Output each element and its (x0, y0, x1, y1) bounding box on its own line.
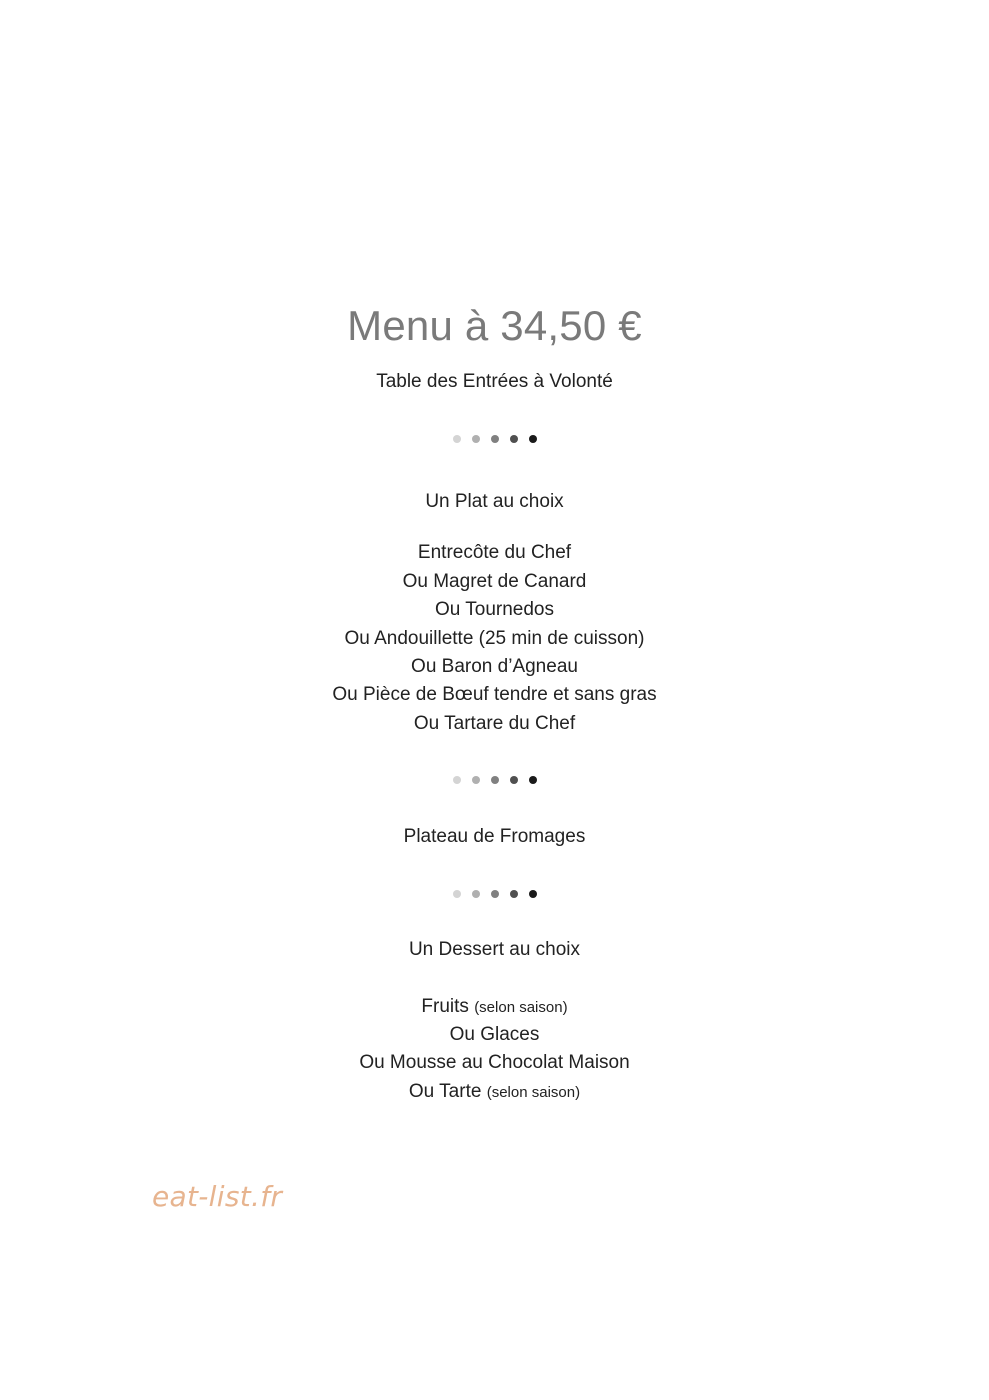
divider-dots-3 (0, 890, 989, 898)
divider-dot (453, 776, 461, 784)
dessert-item-name: Ou Tarte (408, 1081, 482, 1102)
dessert-item-note: (selon saison) (474, 999, 568, 1016)
divider-dot (510, 890, 518, 898)
divider-dots-2 (0, 776, 989, 784)
divider-dot (529, 435, 537, 443)
dessert-heading: Un Dessert au choix (408, 939, 581, 960)
starter-line: Table des Entrées à Volonté (376, 371, 613, 392)
menu-title: Menu à 34,50 € (347, 302, 642, 349)
divider-dots-1 (0, 435, 989, 443)
dessert-item-name: Fruits (421, 996, 469, 1017)
main-course-item: Ou Magret de Canard (402, 571, 587, 592)
dessert-item-name: Ou Mousse au Chocolat Maison (359, 1052, 630, 1073)
watermark-text: eat-list.fr (152, 1180, 283, 1213)
main-course-item: Entrecôte du Chef (417, 542, 572, 563)
dessert-item-name: Ou Glaces (449, 1024, 540, 1045)
dessert-item (0, 1081, 989, 1103)
divider-dot (529, 890, 537, 898)
divider-dot (529, 776, 537, 784)
divider-dot (510, 776, 518, 784)
dessert-item-note: (selon saison) (486, 1084, 581, 1101)
divider-dot (453, 435, 461, 443)
divider-dot (491, 435, 499, 443)
dessert-item (0, 1024, 989, 1046)
divider-dot (472, 435, 480, 443)
main-course-item: Ou Tartare du Chef (413, 713, 576, 734)
main-course-item: Ou Tournedos (434, 599, 554, 620)
divider-dot (453, 890, 461, 898)
dessert-item (0, 996, 989, 1018)
divider-dot (510, 435, 518, 443)
divider-dot (491, 776, 499, 784)
main-course-item: Ou Baron d’Agneau (411, 656, 578, 677)
main-course-item: Ou Pièce de Bœuf tendre et sans gras (332, 684, 657, 705)
main-course-heading: Un Plat au choix (425, 491, 564, 512)
main-course-item: Ou Andouillette (25 min de cuisson) (344, 628, 645, 649)
cheese-heading: Plateau de Fromages (403, 826, 586, 847)
divider-dot (491, 890, 499, 898)
divider-dot (472, 890, 480, 898)
divider-dot (472, 776, 480, 784)
dessert-item (0, 1052, 989, 1074)
